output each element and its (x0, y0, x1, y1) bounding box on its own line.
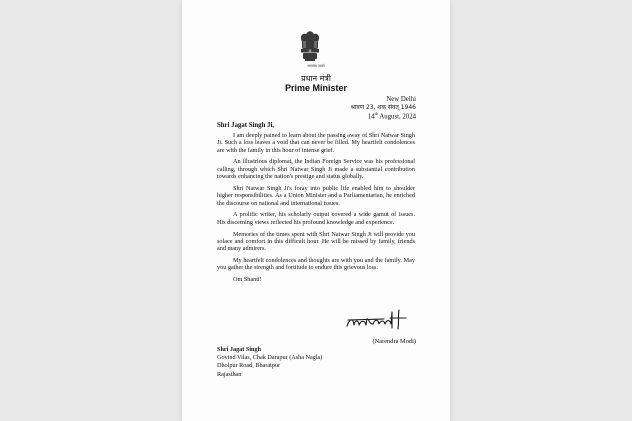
emblem-motto: सत्यमेव जयते (307, 64, 325, 68)
body-paragraph: Shri Natwar Singh Ji's foray into public life enabled him to shoulder higher responsibilities. As a Union Minister and a Parliamentarian, he enriched the discourse on national and international issues. (217, 184, 415, 207)
dateline-saka-date: श्रावण 23, शक संवत् 1946 (350, 104, 416, 111)
office-title-hindi: प्रधान मंत्री (301, 74, 331, 83)
date-day: 14 (367, 113, 375, 121)
handwritten-signature-icon (344, 308, 410, 334)
salutation: Shri Jagat Singh Ji, (217, 122, 275, 129)
recipient-name: Shri Jagat Singh (217, 346, 262, 353)
date-month-year: August, 2024 (378, 113, 416, 121)
national-emblem-icon (298, 30, 322, 62)
signer-name: (Narendra Modi) (372, 338, 416, 345)
body-paragraph: A prolific writer, his scholarly output covered a wide gamut of issues. His discerning views reflected his profound knowledge and experience. (217, 211, 415, 226)
letter-page (182, 0, 450, 421)
office-title-english: Prime Minister (284, 83, 348, 93)
letter-body (217, 132, 415, 288)
recipient-address-line: Dholpur Road, Bharatpur (217, 362, 281, 370)
body-paragraph: I am deeply pained to learn about the passing away of Shri Natwar Singh Ji. Such a loss leaves a void that can never be filled. My heartfelt condolences are with the family in this hour of intense grief. (217, 132, 415, 154)
body-paragraph: Memories of the times spent with Shri Natwar Singh Ji will provide you solace and comfort in this difficult hour. He will be missed by family, friends and many admirers. (217, 230, 415, 253)
body-paragraph: My heartfelt condolences and thoughts are with you and the family. May you gather the strength and fortitude to endure this grievous loss. (217, 257, 415, 272)
closing-line: Om Shanti! (233, 276, 262, 284)
recipient-address-block (217, 346, 322, 379)
recipient-address-line: Govind Vilas, Chak Darapur (Asha Nagla) (217, 354, 323, 362)
dateline-place: New Delhi (386, 96, 416, 103)
dateline-gregorian-date (368, 111, 416, 120)
date-day-suffix: th (374, 111, 379, 116)
body-paragraph: An illustrious diplomat, the Indian Foreign Service was his professional calling, through which Shri Natwar Singh Ji made a substantial contribution towards enhancing the nation's prestige and status globally. (217, 158, 415, 181)
recipient-address-line: Rajasthan (217, 370, 242, 378)
